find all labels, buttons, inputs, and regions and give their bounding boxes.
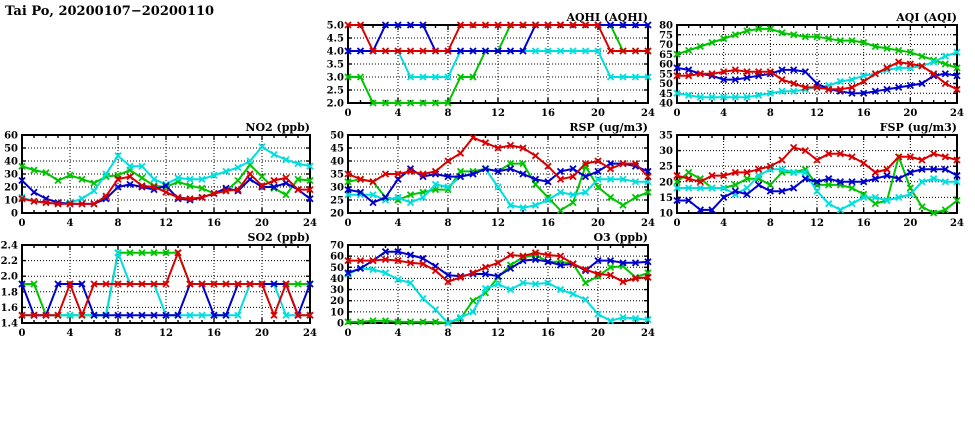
- fsp-xtick-label: 24: [950, 218, 964, 229]
- no2-ytick-label: 50: [4, 143, 18, 155]
- no2-xtick-label: 0: [18, 218, 26, 229]
- aqi-ytick-label: 75: [659, 30, 673, 42]
- o3-ytick-label: 30: [330, 285, 344, 297]
- o3-ytick-label: 70: [330, 240, 344, 252]
- rsp-ytick-label: 25: [330, 195, 344, 207]
- aqhi-xtick-label: 20: [591, 108, 605, 119]
- aqi-ytick-label: 50: [659, 79, 673, 90]
- o3-xtick-label: 20: [591, 328, 605, 339]
- o3-xtick-label: 0: [344, 328, 352, 339]
- no2-ytick-label: 30: [4, 169, 18, 181]
- so2-ytick-label: 1.4: [0, 318, 18, 330]
- rsp-title: RSP (ug/m3): [569, 121, 648, 134]
- no2-ytick-label: 0: [11, 208, 18, 220]
- chart-so2: [0, 230, 318, 345]
- fsp-series-red: [677, 148, 957, 182]
- aqhi-xtick-label: 0: [344, 108, 352, 119]
- o3-xtick-label: 8: [444, 328, 452, 339]
- so2-ytick-label: 1.8: [0, 287, 18, 299]
- aqhi-ytick-label: 4.5: [326, 33, 344, 45]
- aqi-xtick-label: 0: [673, 108, 681, 119]
- aqhi-xtick-label: 8: [444, 108, 452, 119]
- o3-ytick-label: 50: [330, 262, 344, 274]
- fsp-ytick-label: 15: [659, 192, 673, 204]
- rsp-xtick-label: 16: [541, 218, 555, 229]
- so2-xtick-label: 0: [18, 328, 26, 339]
- fsp-xtick-label: 12: [810, 218, 824, 229]
- aqhi-xtick-label: 12: [491, 108, 505, 119]
- so2-plot-svg: [0, 230, 318, 345]
- chart-fsp: [651, 120, 975, 235]
- no2-xtick-label: 16: [207, 218, 221, 229]
- so2-ytick-label: 2.0: [0, 271, 18, 283]
- so2-ytick-label: 1.6: [0, 302, 18, 314]
- aqi-title: AQI (AQI): [896, 11, 957, 24]
- no2-xtick-label: 24: [303, 218, 317, 229]
- fsp-xtick-label: 0: [673, 218, 681, 229]
- aqhi-ytick-label: 4.0: [326, 46, 344, 58]
- aqi-ytick-label: 45: [659, 88, 673, 100]
- aqi-xtick-label: 20: [903, 108, 918, 119]
- chart-aqhi: [322, 10, 656, 125]
- fsp-ytick-label: 10: [659, 208, 673, 220]
- fsp-xtick-label: 16: [856, 218, 871, 229]
- o3-ytick-label: 60: [330, 251, 344, 263]
- fsp-xtick-label: 4: [720, 218, 728, 229]
- chart-no2: [0, 120, 318, 235]
- aqi-ytick-label: 55: [659, 69, 673, 81]
- fsp-ytick-label: 25: [659, 161, 673, 173]
- o3-plot-svg: [322, 230, 656, 345]
- so2-ytick-label: 2.2: [0, 256, 18, 268]
- so2-xtick-label: 24: [303, 328, 317, 339]
- aqhi-ytick-label: 3.5: [326, 59, 344, 71]
- no2-title: NO2 (ppb): [245, 121, 310, 134]
- no2-plot-svg: [0, 120, 318, 235]
- aqhi-xtick-label: 16: [541, 108, 555, 119]
- rsp-ytick-label: 30: [330, 182, 344, 194]
- o3-ytick-label: 0: [337, 318, 344, 330]
- aqhi-ytick-label: 2.5: [326, 85, 344, 97]
- no2-series-green: [22, 165, 310, 195]
- aqi-xtick-label: 4: [720, 108, 728, 119]
- chart-aqi: [651, 10, 975, 125]
- fsp-ytick-label: 30: [659, 146, 673, 158]
- no2-ytick-label: 20: [4, 182, 18, 194]
- rsp-xtick-label: 8: [444, 218, 452, 229]
- no2-xtick-label: 20: [255, 218, 269, 229]
- no2-xtick-label: 4: [66, 218, 74, 229]
- rsp-xtick-label: 12: [491, 218, 505, 229]
- fsp-plot-svg: [651, 120, 975, 235]
- so2-title: SO2 (ppb): [247, 231, 310, 244]
- rsp-ytick-label: 40: [330, 156, 344, 168]
- no2-series-red: [22, 174, 310, 204]
- no2-ytick-label: 60: [4, 130, 18, 142]
- rsp-plot-svg: [322, 120, 656, 235]
- o3-ytick-label: 20: [330, 296, 344, 308]
- aqi-ytick-label: 70: [659, 40, 673, 51]
- o3-xtick-label: 24: [641, 328, 655, 339]
- page-title: Tai Po, 20200107−20200110: [5, 4, 215, 19]
- o3-xtick-label: 16: [541, 328, 555, 339]
- aqhi-xtick-label: 24: [641, 108, 655, 119]
- aqhi-ytick-label: 3.0: [326, 72, 344, 84]
- so2-xtick-label: 12: [159, 328, 173, 339]
- aqhi-plot-svg: [322, 10, 656, 125]
- so2-ytick-label: 2.4: [0, 240, 18, 252]
- rsp-xtick-label: 20: [591, 218, 605, 229]
- aqhi-ytick-label: 2.0: [326, 98, 344, 110]
- o3-ytick-label: 10: [330, 307, 344, 319]
- fsp-ytick-label: 20: [659, 177, 673, 189]
- o3-xtick-label: 4: [394, 328, 402, 339]
- aqi-ytick-label: 60: [659, 59, 673, 71]
- aqhi-xtick-label: 4: [394, 108, 402, 119]
- aqi-xtick-label: 8: [766, 108, 774, 119]
- aqi-xtick-label: 12: [810, 108, 824, 119]
- no2-xtick-label: 8: [114, 218, 122, 229]
- aqi-xtick-label: 24: [950, 108, 964, 119]
- chart-o3: [322, 230, 656, 345]
- aqi-markers-cyan: [674, 49, 960, 100]
- so2-xtick-label: 20: [255, 328, 269, 339]
- so2-xtick-label: 8: [114, 328, 122, 339]
- chart-rsp: [322, 120, 656, 235]
- o3-xtick-label: 12: [491, 328, 505, 339]
- fsp-title: FSP (ug/m3): [879, 121, 957, 134]
- rsp-ytick-label: 50: [330, 130, 344, 142]
- so2-xtick-label: 16: [207, 328, 221, 339]
- rsp-xtick-label: 4: [394, 218, 402, 229]
- so2-xtick-label: 4: [66, 328, 74, 339]
- rsp-xtick-label: 24: [641, 218, 655, 229]
- aqi-ytick-label: 40: [659, 98, 673, 110]
- no2-ytick-label: 10: [4, 195, 18, 207]
- fsp-markers-green: [674, 154, 960, 216]
- aqhi-ytick-label: 5.0: [326, 20, 344, 32]
- aqhi-title: AQHI (AQHI): [566, 11, 648, 24]
- no2-ytick-label: 40: [4, 156, 18, 168]
- o3-series-green: [348, 255, 648, 323]
- aqi-ytick-label: 80: [659, 20, 673, 32]
- fsp-xtick-label: 8: [766, 218, 774, 229]
- aqi-series-cyan: [677, 52, 957, 97]
- fsp-xtick-label: 20: [903, 218, 918, 229]
- o3-title: O3 (ppb): [593, 231, 648, 244]
- no2-xtick-label: 12: [159, 218, 173, 229]
- rsp-ytick-label: 20: [330, 208, 344, 220]
- aqi-plot-svg: [651, 10, 975, 125]
- fsp-ytick-label: 35: [659, 130, 673, 142]
- rsp-ytick-label: 45: [330, 143, 344, 155]
- aqi-xtick-label: 16: [856, 108, 871, 119]
- o3-ytick-label: 40: [330, 273, 344, 285]
- aqi-ytick-label: 65: [659, 49, 673, 61]
- rsp-xtick-label: 0: [344, 218, 352, 229]
- rsp-ytick-label: 35: [330, 169, 344, 181]
